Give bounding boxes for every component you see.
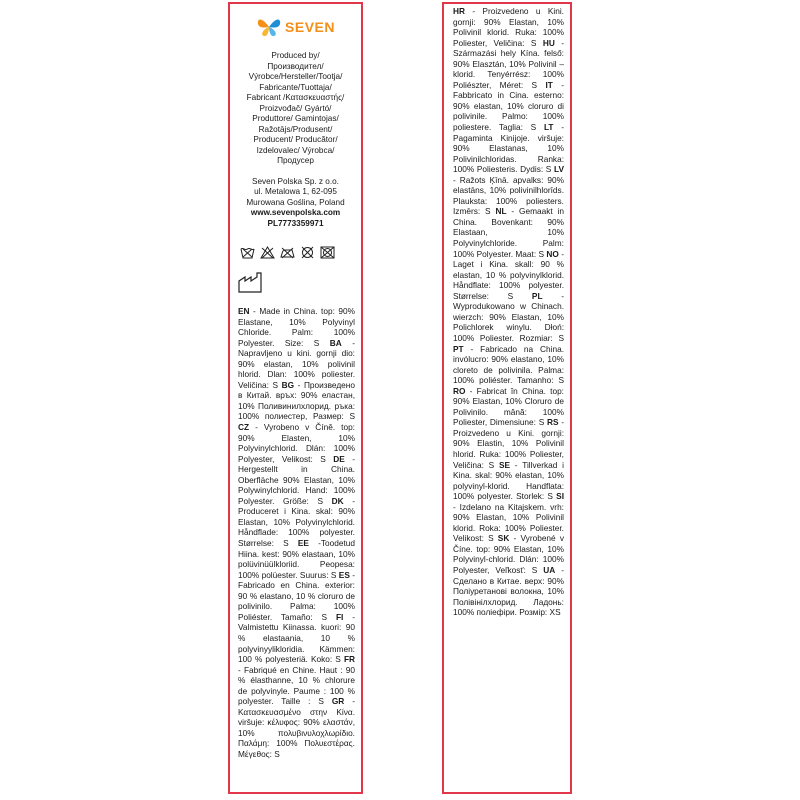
language-code: BG (281, 379, 295, 390)
language-composition: - Сделано в Китае. верх: 90% Поліуретанові волокна, 10% Полівінілхлорид. Ладонь: 100% поліефіри. Розмір: XS (453, 564, 564, 618)
language-composition: - Proizvedeno u Kini. gornji: 90% Elastan, 10% Polivinil klorid. Ruka: 100% Poliester, Veličina: S (453, 6, 564, 48)
language-code: FR (343, 654, 355, 665)
language-code: HR (453, 6, 465, 16)
language-code: CZ (238, 422, 250, 433)
language-code: LV (554, 164, 564, 175)
language-composition: - Ražots Ķīnā. apvalks: 90% elastāns, 10% polivinilhlorīds. Plaukstа: 100% poliesters. Izmērs: S (453, 174, 564, 217)
language-composition: - Proizvedeno u Kini. gornji: 90% Elastin, 10% Polivinil hlorid. Ruka: 100% Poliester, Veličina: S (453, 417, 564, 470)
language-code: RS (546, 417, 559, 428)
brand-logo (230, 13, 361, 41)
language-composition: - Fabricado na China. invólucro: 90% elastano, 10% cloreto de polivinila. Palma: 100% poliéster. Tamanho: S (453, 343, 564, 386)
language-composition: - Produceret i Kina. skal: 90% Elastan, 10% Polyvinylchlorid. Håndflade: 100% polyester. Størrelse: S (238, 495, 356, 549)
language-composition: - Vyrobeno v Číně. top: 90% Elasten, 10% Polyvinylchlorid. Dlán: 100% Polyester, Velikost: S (238, 422, 355, 464)
language-code: SI (556, 491, 564, 502)
no-tumble-dry-icon (320, 246, 335, 259)
factory-icon (238, 271, 264, 293)
no-dry-clean-icon (300, 246, 315, 259)
produced-by-line: Producent/ Producător/ (253, 135, 338, 144)
language-code: NL (495, 206, 507, 217)
language-composition: - Fabricado en China. exterior: 90 % elastano, 10 % cloruro de polivinilo. Palma: 100% Poliéster. Tamaño: S (238, 569, 355, 622)
language-composition: - Fabbricato in Cina. esterno: 90% elastan, 10% cloruro di polivinile. Palmo: 100% poliestere. Taglia: S (453, 79, 564, 133)
language-code: EE (297, 538, 309, 549)
language-code: PT (453, 343, 464, 354)
language-code: GR (331, 696, 345, 707)
produced-by-line: Izdelovalec/ Výrobca/ (256, 145, 335, 155)
language-composition: - Pagaminta Kinijoje. viršuje: 90% Elastanas, 10% Polivinilchloridas. Ranka: 100% Poliesteris. Dydis: S (453, 122, 564, 175)
company-city: Murowana Goślina, Poland (246, 197, 345, 207)
no-bleach-icon (260, 246, 275, 259)
produced-by-line: Proizvođač/ Gyártó/ (259, 103, 332, 113)
label-panel-left (228, 2, 363, 794)
language-composition: - Κατασκευασμένο στην Κίνα. viršuje: κέλυφος: 90% ελαστάν, 10% πολυβινυλοχλωρίδιο. Παλάμη: 100% Πολυεστέρας. Μέγεθος: S (238, 696, 355, 759)
language-composition: -Toodetud Hiina. kest: 90% elastaan, 10% polüvinüülkloriid. Peopesa: 100% polüester. Suurus: S (238, 538, 355, 580)
produced-by-line: Fabricant /Κατασκευαστής/ (246, 93, 345, 102)
produced-by-line: Produttore/ Gamintojas/ (252, 114, 339, 123)
composition-text-right (444, 6, 570, 618)
language-code: LT (543, 122, 554, 133)
language-composition: - Valmistettu Kiinassa. kuori: 90 % elastaania, 10 % polyvinyylikloridia. Kämmen: 100 % polyesteriä. Koko: S (238, 611, 356, 665)
care-symbols (240, 243, 361, 261)
language-code: SE (498, 459, 511, 470)
butterfly-logo-icon (256, 16, 282, 38)
factory-icon (238, 271, 361, 293)
language-code: FI (335, 611, 344, 622)
language-composition: - Származási hely Kína. felső: 90% Elasztán, 10% Polivinil – klorid. Tenyérrész: 100% Poliészter, Méret: S (453, 37, 564, 90)
company-name: Seven Polska Sp. z o.o. (252, 176, 339, 186)
language-code: ES (338, 569, 350, 580)
language-composition: - Napravljeno u kini. gornji dio: 90% elastan, 10% polivinil hlorid. Dlan: 100% poliester. Veličina: S (238, 337, 356, 390)
language-code: DE (333, 453, 345, 464)
label-panel-right (442, 2, 572, 794)
language-composition: - Gemaakt in China. Bovenkant: 90% Elastaan, 10% Polyvinylchloride. Palm: 100% Polyester. Maat: S (453, 206, 564, 259)
produced-by-line: Produced by/ (271, 51, 320, 60)
produced-by-line: Fabricante/Tuottaja/ (259, 82, 332, 92)
language-code: PL (531, 290, 543, 301)
language-code: SK (497, 533, 510, 544)
produced-by-line: Ražotājs/Produsent/ (258, 124, 333, 134)
language-composition: - Hergestellt in China. Oberfläche 90% Elastan, 10% Polywinylchlorid. Hand: 100% Polyester. Größe: S (238, 453, 356, 506)
language-code: EN (238, 306, 250, 316)
language-composition: - Fabriqué en Chine. Haut : 90 % élasthanne, 10 % chlorure de polyvinyle. Paume : 100 % polyester. Taille : S (238, 664, 355, 707)
produced-by-line: Výrobce/Hersteller/Tootja/ (248, 72, 343, 81)
language-code: UA (543, 564, 556, 575)
language-code: NO (546, 248, 559, 259)
language-composition: - Made in China. top: 90% Elastane, 10% Polyvinyl Chloride. Palm: 100% Polyester. Size: S (238, 306, 355, 348)
language-code: HU (542, 37, 555, 48)
produced-by (230, 51, 361, 167)
language-composition: - Tillverkad i Kina. skal: 90% elastan, 10% polyvinyl-klorid. Handflata: 100% polyester. Storlek: S (453, 459, 564, 502)
language-composition: - Laget i Kina. skall: 90 % elastan, 10 % polyvinylklorid. Håndflate: 100% polyester. Størrelse: S (453, 248, 564, 301)
language-code: BA (329, 337, 342, 348)
language-composition: - Fabricat în China. top: 90% Elastan, 10% Cloruro de Polivinilo. mână: 100% Poliester, Dimensiune: S (453, 385, 564, 428)
hand-wash-icon (240, 246, 255, 259)
company-street: ul. Metalowa 1, 62-095 (254, 187, 337, 196)
language-composition: - Vyrobené v Číne. top: 90% Elastan, 10% Polyvinyl-chlorid. Dlán: 100% Polyester, Veľkosť: S (453, 533, 564, 575)
language-composition: - Wyprodukowano w Chinach. wierzch: 90% Elastan, 10% Polichlorek winylu. Dłoń: 100% Poliester. Rozmiar: S (453, 290, 564, 343)
language-composition: - Произведено в Китай. връх: 90% еластан, 10% Поливинилхлорид. ръка: 100% полиестер, Размер: S (238, 379, 355, 422)
produced-by-line: Производител/ (267, 61, 324, 71)
company-address (230, 177, 361, 230)
company-website: www.sevenpolska.com (250, 208, 341, 217)
language-code: RO (453, 385, 466, 396)
produced-by-line: Продусер (277, 156, 314, 165)
composition-text-left (230, 306, 361, 760)
language-composition: - Izdelano na Kitajskem. vrh: 90% Elastan, 10% Polivinil klorid. Roka: 100% Poliester. Velikost: S (453, 501, 564, 544)
brand-name: SEVEN (285, 19, 335, 35)
language-code: IT (545, 79, 553, 90)
language-code: DK (331, 495, 344, 506)
company-id: PL7773359971 (267, 218, 324, 228)
no-iron-icon (280, 246, 295, 259)
